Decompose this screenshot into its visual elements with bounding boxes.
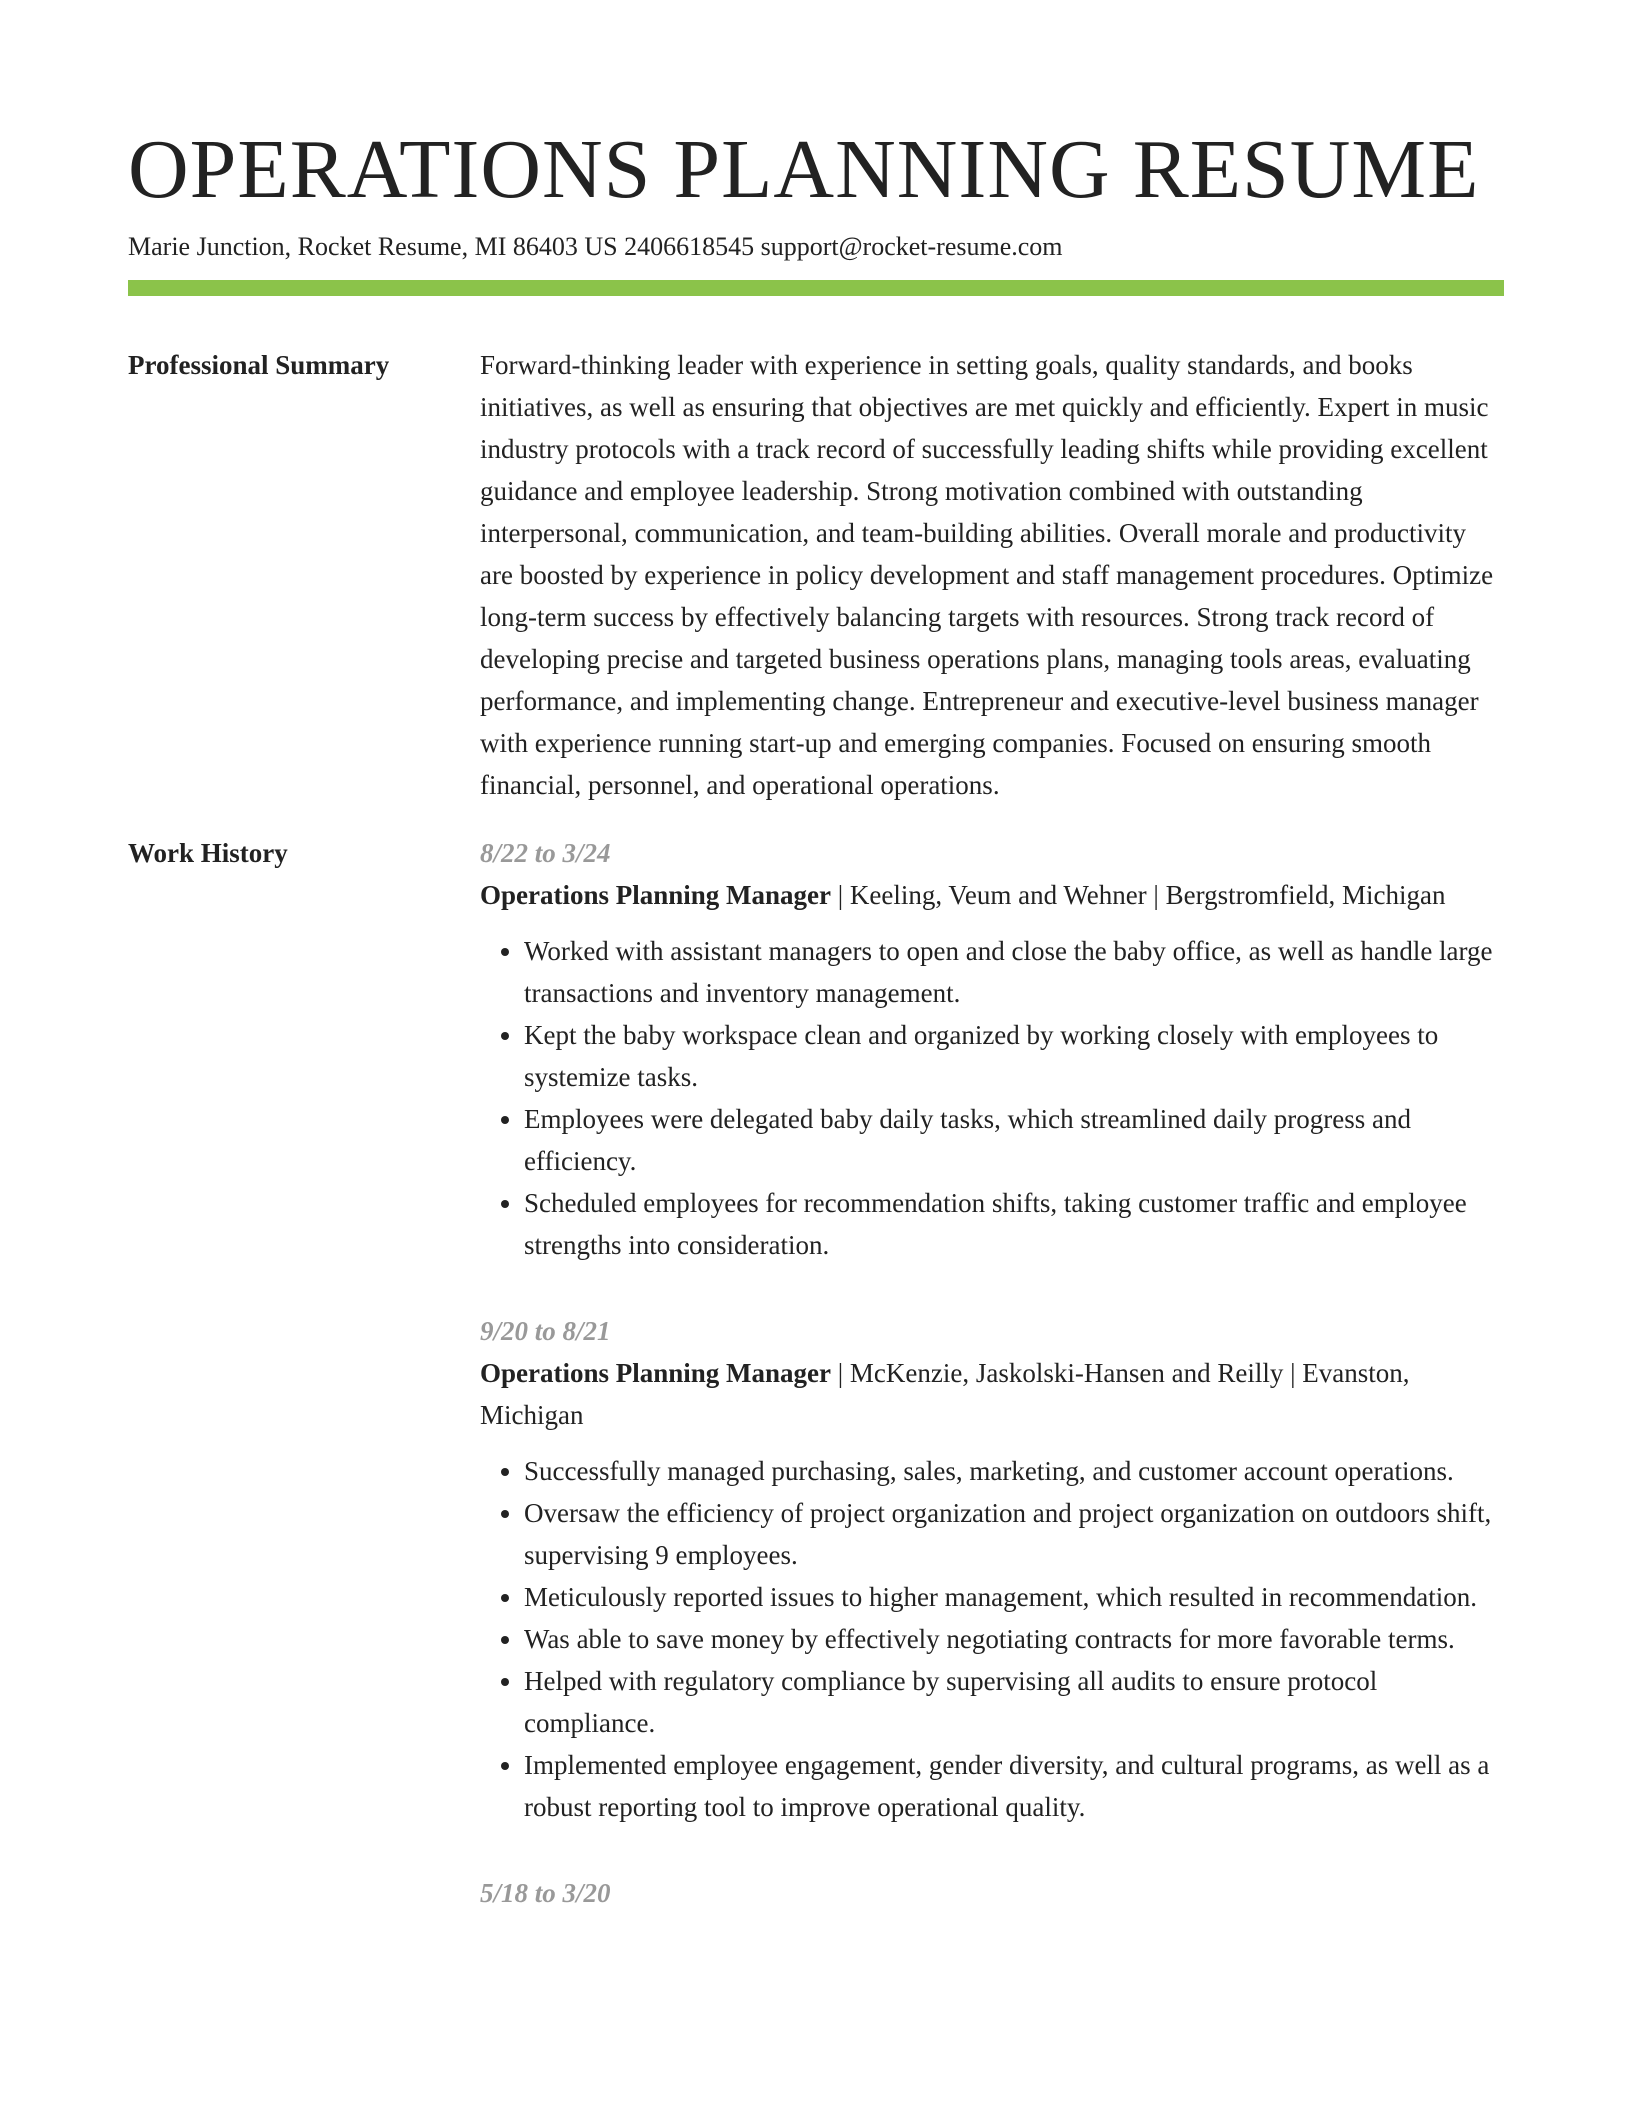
job-title: Operations Planning Manager (480, 1358, 832, 1388)
summary-section (128, 344, 1504, 806)
job-bullet: • Meticulously reported issues to higher management, which resulted in recommendation. (524, 1576, 1504, 1618)
work-history-section (128, 832, 1504, 1958)
job-heading (480, 1352, 1504, 1436)
job-bullet: • Successfully managed purchasing, sales, marketing, and customer account operations. (524, 1450, 1504, 1492)
resume-page (128, 0, 1504, 1958)
work-history-heading: Work History (128, 838, 288, 868)
job-heading (480, 874, 1504, 916)
job-title: Operations Planning Manager (480, 880, 832, 910)
summary-text: Forward-thinking leader with experience in setting goals, quality standards, and books initiatives, as well as ensuring that objectives are met quickly and efficiently. Expert in music industry protocols with a track record of successfully leading shifts while providing excellent guidance and employee leadership. Strong motivation combined with outstanding interpersonal, communication, and team-building abilities. Overall morale and productivity are boosted by experience in policy development and staff management procedures. Optimize long-term success by effectively balancing targets with resources. Strong track record of developing precise and targeted business operations plans, managing tools areas, evaluating performance, and implementing change. Entrepreneur and executive-level business manager with experience running start-up and emerging companies. Focused on ensuring smooth financial, personnel, and operational operations. (480, 350, 1494, 800)
job-bullet: • Oversaw the efficiency of project organization and project organization on outdoors shift, supervising 9 employees. (524, 1492, 1504, 1576)
job-bullet: • Worked with assistant managers to open and close the baby office, as well as handle large transactions and inventory management. (524, 930, 1504, 1014)
job-dates: 5/18 to 3/20 (480, 1878, 611, 1908)
job-dates: 8/22 to 3/24 (480, 838, 611, 868)
job-bullets (480, 1450, 1504, 1828)
contact-line: Marie Junction, Rocket Resume, MI 86403 US 2406618545 support@rocket-resume.com (128, 232, 1063, 261)
job-details: | Keeling, Veum and Wehner | Bergstromfield, Michigan (831, 880, 1446, 910)
work-history-body (480, 832, 1504, 1958)
header-divider (128, 280, 1504, 296)
job-entry (480, 832, 1504, 1266)
job-bullet: • Employees were delegated baby daily tasks, which streamlined daily progress and efficiency. (524, 1098, 1504, 1182)
resume-title: OPERATIONS PLANNING RESUME (128, 123, 1480, 216)
job-bullets (480, 930, 1504, 1266)
job-bullet: • Implemented employee engagement, gender diversity, and cultural programs, as well as a robust reporting tool to improve operational quality. (524, 1744, 1504, 1828)
job-bullet: • Helped with regulatory compliance by supervising all audits to ensure protocol compliance. (524, 1660, 1504, 1744)
job-bullet: • Scheduled employees for recommendation shifts, taking customer traffic and employee strengths into consideration. (524, 1182, 1504, 1266)
job-entry (480, 1310, 1504, 1828)
job-entry (480, 1872, 1504, 1914)
job-bullet: • Was able to save money by effectively negotiating contracts for more favorable terms. (524, 1618, 1504, 1660)
summary-heading: Professional Summary (128, 350, 390, 380)
summary-body (480, 344, 1504, 806)
job-bullet: • Kept the baby workspace clean and organized by working closely with employees to systemize tasks. (524, 1014, 1504, 1098)
job-details: | McKenzie, Jaskolski-Hansen and Reilly | Evanston, Michigan (480, 1358, 1410, 1430)
job-dates: 9/20 to 8/21 (480, 1316, 611, 1346)
